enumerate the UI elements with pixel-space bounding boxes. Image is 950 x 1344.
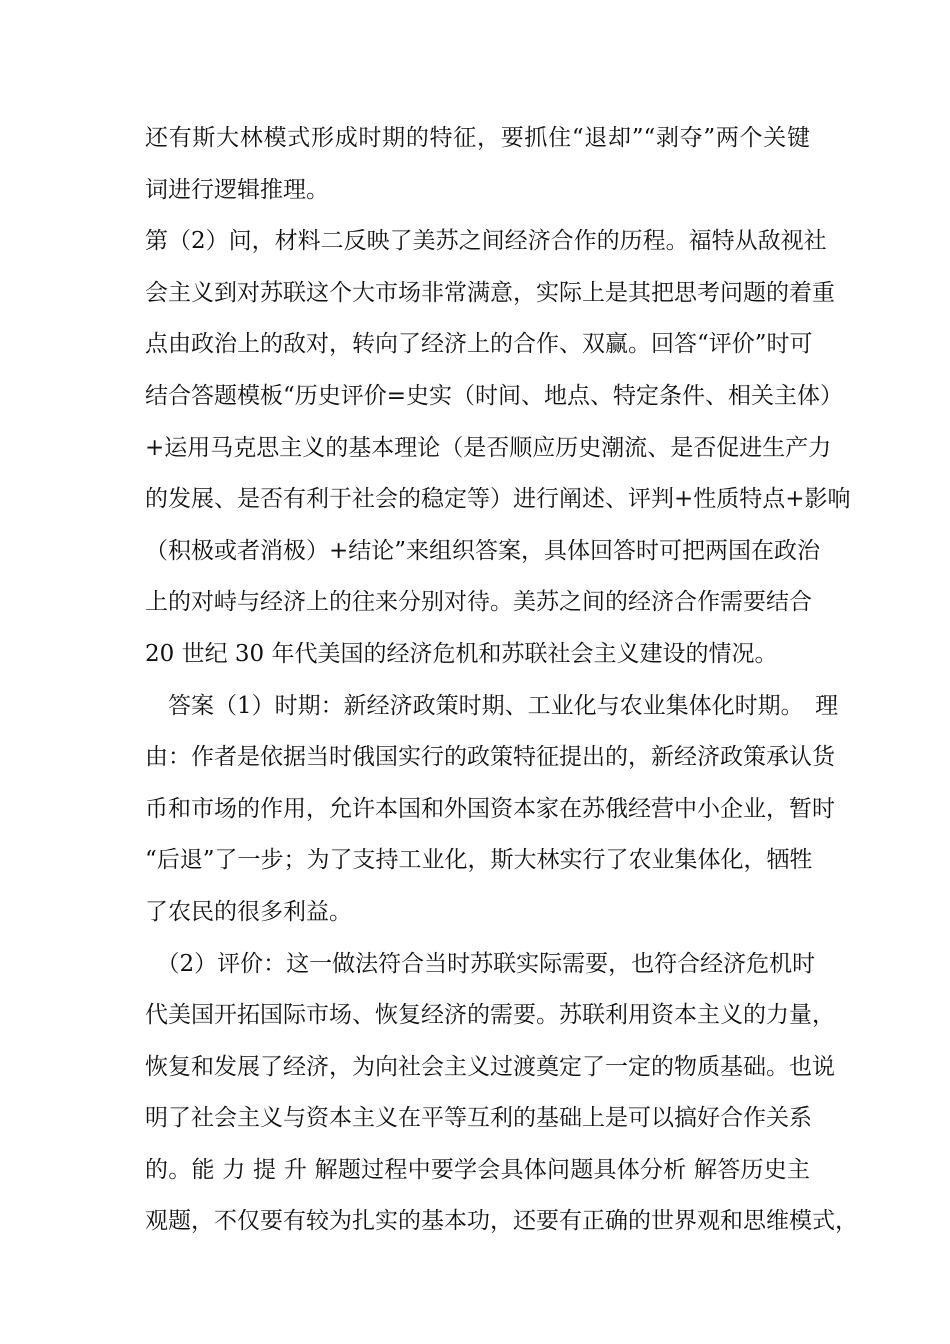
text-line: （2）评价：这一做法符合当时苏联实际需要，也符合经济危机时 bbox=[145, 950, 816, 977]
text-line: 的发展、是否有利于社会的稳定等）进行阐述、评判+性质特点+影响 bbox=[145, 486, 851, 513]
text-line: 会主义到对苏联这个大市场非常满意，实际上是其把思考问题的着重 bbox=[145, 279, 835, 306]
text-line: 了农民的很多利益。 bbox=[145, 898, 352, 925]
text-line: 第（2）问，材料二反映了美苏之间经济合作的历程。福特从敌视社 bbox=[145, 228, 827, 255]
text-line: 20 世纪 30 年代美国的经济危机和苏联社会主义建设的情况。 bbox=[145, 640, 778, 667]
text-line: 币和市场的作用，允许本国和外国资本家在苏俄经营中小企业，暂时 bbox=[145, 795, 835, 822]
text-line: 词进行逻辑推理。 bbox=[145, 176, 329, 203]
text-line: 还有斯大林模式形成时期的特征，要抓住“退却”“剥夺”两个关键 bbox=[145, 125, 810, 151]
text-line: 点由政治上的敌对，转向了经济上的合作、双赢。回答“评价”时可 bbox=[145, 331, 813, 358]
body-text bbox=[145, 113, 858, 1248]
text-line: +运用马克思主义的基本理论（是否顺应历史潮流、是否促进生产力 bbox=[145, 434, 832, 461]
text-line: 的。能 力 提 升 解题过程中要学会具体问题具体分析 解答历史主 bbox=[145, 1156, 810, 1183]
text-line: “后退”了一步；为了支持工业化，斯大林实行了农业集体化，牺牲 bbox=[145, 847, 813, 874]
text-line: 代美国开拓国际市场、恢复经济的需要。苏联利用资本主义的力量， bbox=[145, 1002, 835, 1029]
text-line: 明了社会主义与资本主义在平等互利的基础上是可以搞好合作关系 bbox=[145, 1105, 812, 1132]
text-line: 恢复和发展了经济，为向社会主义过渡奠定了一定的物质基础。也说 bbox=[145, 1053, 835, 1080]
text-line: 由：作者是依据当时俄国实行的政策特征提出的，新经济政策承认货 bbox=[145, 744, 835, 771]
text-line: 结合答题模板“历史评价=史实（时间、地点、特定条件、相关主体） bbox=[145, 382, 844, 409]
text-line: 观题，不仅要有较为扎实的基本功，还要有正确的世界观和思维模式， bbox=[145, 1208, 858, 1235]
text-line: （积极或者消极）+结论”来组织答案，具体回答时可把两国在政治 bbox=[145, 537, 821, 564]
text-line: 答案（1）时期：新经济政策时期、工业化与农业集体化时期。 理 bbox=[145, 692, 839, 719]
text-line: 上的对峙与经济上的往来分别对待。美苏之间的经济合作需要结合 bbox=[145, 589, 812, 616]
